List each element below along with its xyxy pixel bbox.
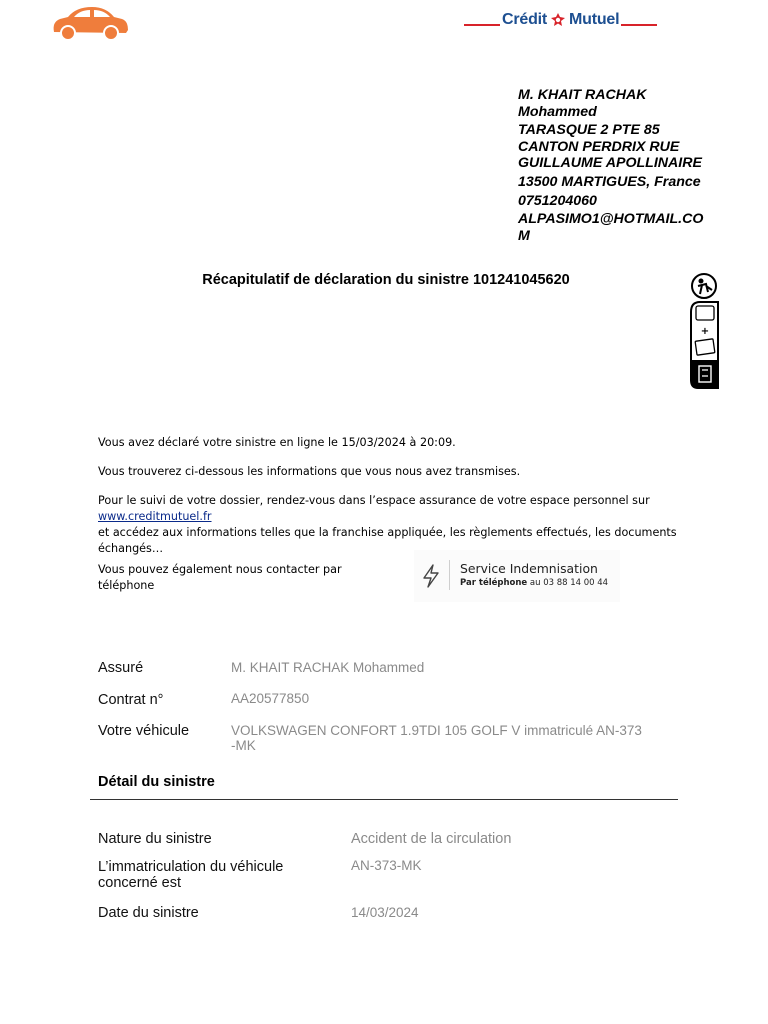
recipient-address (518, 87, 728, 244)
nature-value: Accident de la circulation (351, 831, 512, 847)
brand-bar-left (464, 24, 500, 26)
page-title: Récapitulatif de déclaration du sinistre 101241045620 (202, 272, 570, 288)
address-city: 13500 MARTIGUES, France (518, 173, 701, 190)
service-box (414, 550, 620, 602)
contract-label: Contrat n° (98, 692, 164, 708)
section-divider (90, 799, 678, 800)
service-phone-prefix: Par téléphone (460, 578, 528, 588)
vehicle-value-line1: VOLKSWAGEN CONFORT 1.9TDI 105 GOLF V immatriculé AN-373 (231, 723, 642, 738)
credit-mutuel-link[interactable]: www.creditmutuel.fr (98, 510, 212, 523)
address-email-end: M (518, 227, 530, 244)
address-email: ALPASIMO1@HOTMAIL.CO (518, 211, 704, 228)
triman-recycling-icon (688, 272, 722, 392)
credit-mutuel-cross-icon (550, 12, 566, 28)
service-divider (449, 560, 450, 590)
insured-value: M. KHAIT RACHAK Mohammed (231, 660, 425, 675)
address-phone: 0751204060 (518, 192, 597, 209)
brand-name-left: Crédit (502, 11, 548, 28)
plate-label-line2: concerné est (98, 875, 182, 891)
date-value: 14/03/2024 (351, 905, 419, 920)
address-firstname: Mohammed (518, 103, 597, 120)
follow-up-text-start: Pour le suivi de votre dossier, rendez-vous dans l’espace assurance de votre espace personnel sur (98, 494, 650, 507)
follow-up-text (98, 493, 718, 557)
lightning-icon (420, 563, 442, 589)
address-name: M. KHAIT RACHAK (518, 87, 647, 103)
vehicle-value (231, 724, 681, 753)
contract-value: AA20577850 (231, 691, 310, 706)
info-text: Vous trouverez ci-dessous les informations que vous nous avez transmises. (98, 465, 521, 478)
brand-name-right: Mutuel (569, 11, 620, 28)
service-phone-number: au 03 88 14 00 44 (529, 578, 609, 588)
vehicle-value-line2: -MK (231, 737, 256, 753)
date-label: Date du sinistre (98, 905, 199, 921)
plate-label-line1: L’immatriculation du véhicule (98, 859, 284, 875)
brand-bar-right (621, 24, 657, 26)
service-title: Service Indemnisation (460, 561, 598, 576)
follow-up-text-end: et accédez aux informations telles que la franchise appliquée, les règlements effectués, les documents échangés… (98, 526, 677, 555)
address-street-3: GUILLAUME APOLLINAIRE (518, 155, 702, 172)
service-phone (460, 578, 608, 588)
insured-label: Assuré (98, 660, 144, 676)
nature-label: Nature du sinistre (98, 831, 212, 847)
declaration-date-text: Vous avez déclaré votre sinistre en ligne le 15/03/2024 à 20:09. (98, 436, 456, 449)
plate-value: AN-373-MK (351, 858, 422, 873)
car-icon (48, 2, 132, 42)
svg-text:+: + (700, 326, 710, 337)
address-street-1: TARASQUE 2 PTE 85 (518, 122, 660, 139)
contact-text: Vous pouvez également nous contacter par téléphone (98, 563, 342, 592)
plate-label (98, 859, 283, 891)
brand-logo (464, 6, 657, 34)
address-street-2: CANTON PERDRIX RUE (518, 138, 680, 155)
section-title: Détail du sinistre (98, 774, 215, 790)
vehicle-label: Votre véhicule (98, 723, 190, 739)
